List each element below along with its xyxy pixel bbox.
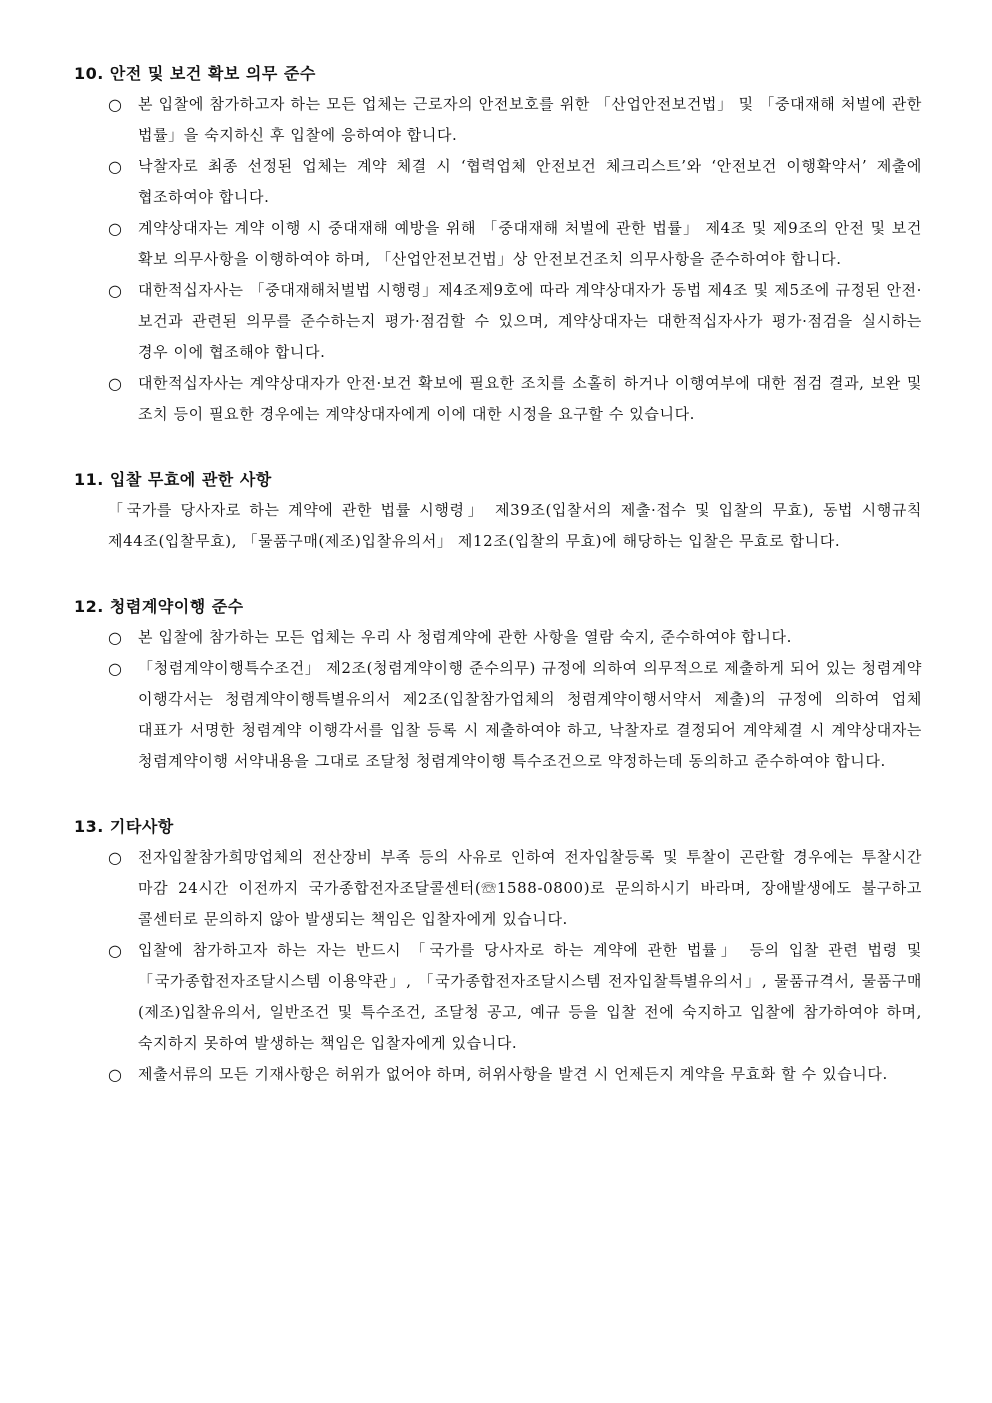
list-item-text: 대한적십자사는 계약상대자가 안전·보건 확보에 필요한 조치를 소홀히 하거나 이행여부에 대한 점검 결과, 보완 및 조치 등이 필요한 경우에는 계약상대자에게 이에 대한 시정을 요구할 수 있습니다. bbox=[138, 374, 922, 423]
list-item bbox=[74, 653, 922, 777]
bullet-circle-icon: ○ bbox=[108, 941, 123, 960]
list-item bbox=[74, 89, 922, 151]
section-bid-invalidity bbox=[74, 464, 922, 557]
section-miscellaneous bbox=[74, 811, 922, 1090]
bullet-circle-icon: ○ bbox=[108, 95, 123, 114]
list-item bbox=[74, 151, 922, 213]
section-title: 13. 기타사항 bbox=[74, 817, 174, 836]
list-item bbox=[74, 275, 922, 368]
section-integrity-contract bbox=[74, 591, 922, 777]
list-item bbox=[74, 1059, 922, 1090]
bullet-circle-icon: ○ bbox=[108, 848, 123, 867]
list-item-text: 본 입찰에 참가하는 모든 업체는 우리 사 청렴계약에 관한 사항을 열람 숙지, 준수하여야 합니다. bbox=[138, 628, 792, 646]
section-title: 11. 입찰 무효에 관한 사항 bbox=[74, 470, 272, 489]
list-item-text: 대한적십자사는 「중대재해처벌법 시행령」제4조제9호에 따라 계약상대자가 동법 제4조 및 제5조에 규정된 안전·보건과 관련된 의무를 준수하는지 평가·점검할 수 있으며, 계약상대자는 대한적십자사가 평가·점검을 실시하는 경우 이에 협조해야 합니다. bbox=[138, 281, 922, 361]
section-title: 12. 청렴계약이행 준수 bbox=[74, 597, 244, 616]
list-item-text: 본 입찰에 참가하고자 하는 모든 업체는 근로자의 안전보호를 위한 「산업안전보건법」 및 「중대재해 처벌에 관한 법률」을 숙지하신 후 입찰에 응하여야 합니다. bbox=[138, 95, 922, 144]
bullet-circle-icon: ○ bbox=[108, 628, 123, 647]
list-item-text: 전자입찰참가희망업체의 전산장비 부족 등의 사유로 인하여 전자입찰등록 및 투찰이 곤란할 경우에는 투찰시간 마감 24시간 이전까지 국가종합전자조달콜센터(☏1588-0800)로 문의하시기 바라며, 장애발생에도 불구하고 콜센터로 문의하지 않아 발생되는 책임은 입찰자에게 있습니다. bbox=[138, 848, 922, 928]
list-item bbox=[74, 935, 922, 1059]
bullet-circle-icon: ○ bbox=[108, 219, 123, 238]
bullet-circle-icon: ○ bbox=[108, 659, 123, 678]
bullet-circle-icon: ○ bbox=[108, 157, 123, 176]
list-item bbox=[74, 842, 922, 935]
bullet-circle-icon: ○ bbox=[108, 374, 123, 393]
list-item-text: 계약상대자는 계약 이행 시 중대재해 예방을 위해 「중대재해 처벌에 관한 법률」 제4조 및 제9조의 안전 및 보건 확보 의무사항을 이행하여야 하며, 「산업안전보건법」상 안전보건조치 의무사항을 준수하여야 합니다. bbox=[138, 219, 922, 268]
section-title: 10. 안전 및 보건 확보 의무 준수 bbox=[74, 64, 316, 83]
section-safety-health bbox=[74, 58, 922, 430]
bullet-circle-icon: ○ bbox=[108, 1065, 123, 1084]
list-item-text: 「청렴계약이행특수조건」 제2조(청렴계약이행 준수의무) 규정에 의하여 의무적으로 제출하게 되어 있는 청렴계약 이행각서는 청렴계약이행특별유의서 제2조(입찰참가업체의 청렴계약이행서약서 제출)의 규정에 의하여 업체 대표가 서명한 청렴계약 이행각서를 입찰 등록 시 제출하여야 하고, 낙찰자로 결정되어 계약체결 시 계약상대자는 청렴계약이행 서약내용을 그대로 조달청 청렴계약이행 특수조건으로 약정하는데 동의하고 준수하여야 합니다. bbox=[138, 659, 922, 770]
section-paragraph: 「국가를 당사자로 하는 계약에 관한 법률 시행령」 제39조(입찰서의 제출·접수 및 입찰의 무효), 동법 시행규칙 제44조(입찰무효), 「물품구매(제조)입찰유의서」 제12조(입찰의 무효)에 해당하는 입찰은 무효로 합니다. bbox=[108, 501, 922, 550]
list-item bbox=[74, 622, 922, 653]
list-item-text: 입찰에 참가하고자 하는 자는 반드시 「국가를 당사자로 하는 계약에 관한 법률」 등의 입찰 관련 법령 및 「국가종합전자조달시스템 이용약관」, 「국가종합전자조달시스템 전자입찰특별유의서」, 물품규격서, 물품구매(제조)입찰유의서, 일반조건 및 특수조건, 조달청 공고, 예규 등을 입찰 전에 숙지하고 입찰에 참가하여야 하며, 숙지하지 못하여 발생하는 책임은 입찰자에게 있습니다. bbox=[138, 941, 922, 1052]
list-item-text: 낙찰자로 최종 선정된 업체는 계약 체결 시 ‘협력업체 안전보건 체크리스트’와 ‘안전보건 이행확약서’ 제출에 협조하여야 합니다. bbox=[138, 157, 922, 206]
list-item-text: 제출서류의 모든 기재사항은 허위가 없어야 하며, 허위사항을 발견 시 언제든지 계약을 무효화 할 수 있습니다. bbox=[138, 1065, 888, 1083]
list-item bbox=[74, 368, 922, 430]
list-item bbox=[74, 213, 922, 275]
bullet-circle-icon: ○ bbox=[108, 281, 123, 300]
